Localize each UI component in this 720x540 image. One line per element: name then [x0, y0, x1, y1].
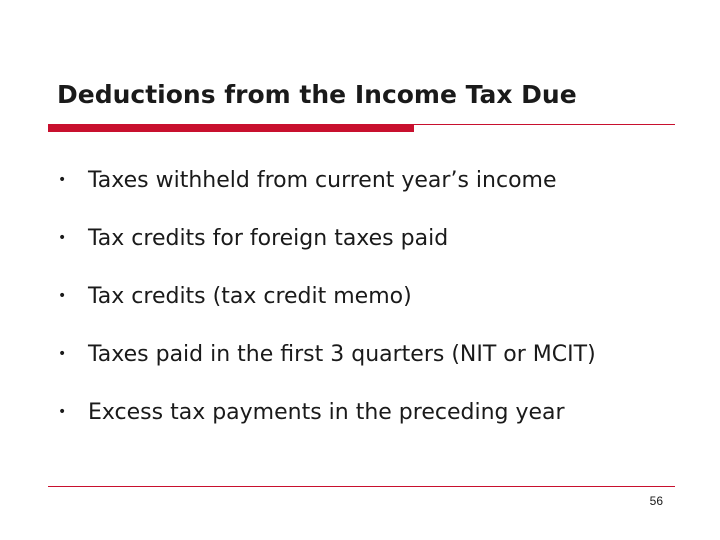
- bullet-icon: •: [58, 404, 67, 420]
- slide-title: Deductions from the Income Tax Due: [57, 80, 577, 109]
- bullet-icon: •: [58, 288, 67, 304]
- bullet-list: [58, 151, 596, 441]
- bullet-item: [58, 267, 596, 325]
- bullet-text: Tax credits (tax credit memo): [88, 283, 412, 309]
- bullet-text: Tax credits for foreign taxes paid: [88, 225, 449, 251]
- title-underline-thick: [48, 124, 414, 132]
- title-underline-thin: [414, 124, 675, 125]
- bullet-item: [58, 325, 596, 383]
- bullet-text: Taxes withheld from current year’s income: [88, 167, 557, 193]
- page-number: 56: [649, 494, 663, 508]
- bullet-item: [58, 151, 596, 209]
- bullet-item: [58, 383, 596, 441]
- bullet-icon: •: [58, 230, 67, 246]
- bullet-icon: •: [58, 172, 67, 188]
- bullet-text: Taxes paid in the first 3 quarters (NIT or MCIT): [88, 341, 596, 367]
- bullet-text: Excess tax payments in the preceding year: [88, 399, 565, 425]
- bullet-icon: •: [58, 346, 67, 362]
- footer-divider: [48, 486, 675, 487]
- bullet-item: [58, 209, 596, 267]
